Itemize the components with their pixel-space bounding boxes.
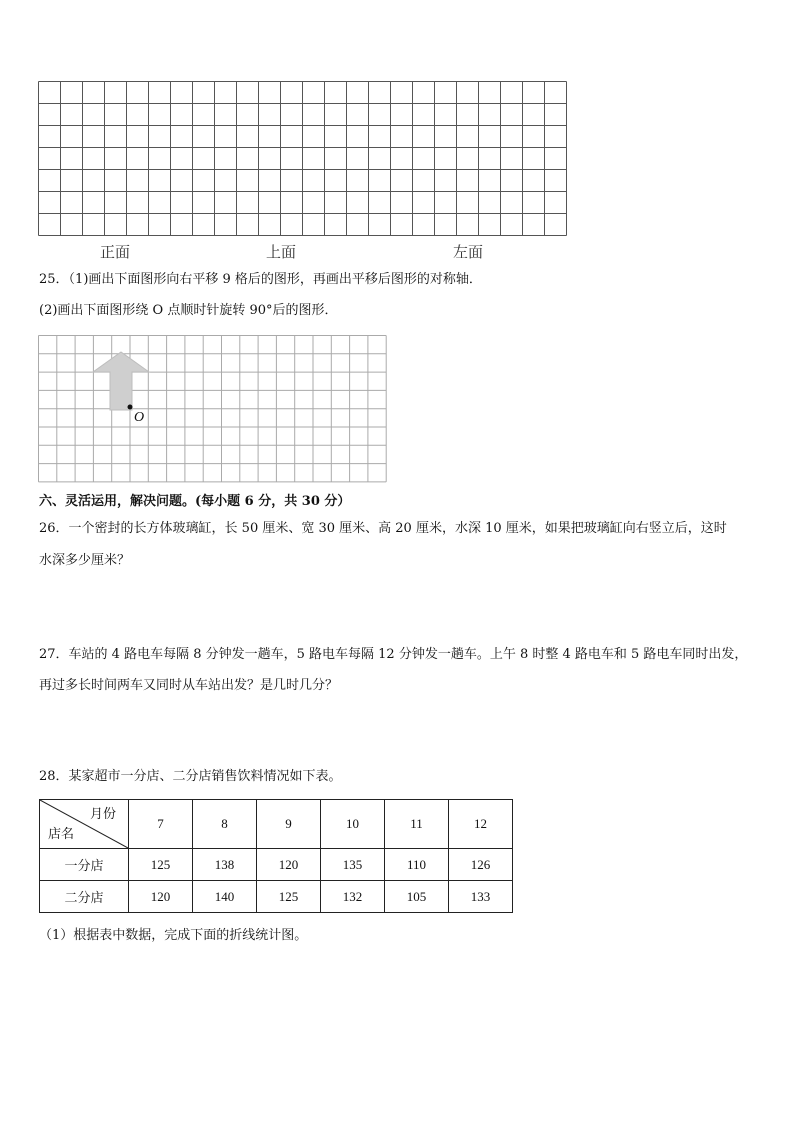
q25-line1: 25．（1)画出下面图形向右平移 9 格后的图形，再画出平移后图形的对称轴． [39,272,482,287]
value-cell: 138 [193,849,257,881]
q26-line1: 26．一个密封的长方体玻璃缸，长 50 厘米、宽 30 厘米、高 20 厘米，水深 10 厘米，如果把玻璃缸向右竖立后，这时 [39,521,727,536]
value-cell: 125 [257,881,321,913]
q27-line1: 27．车站的 4 路电车每隔 8 分钟发一趟车，5 路电车每隔 12 分钟发一趟车。上午 8 时整 4 路电车和 5 路电车同时出发， [39,647,748,662]
month-cell: 9 [257,800,321,849]
header-month: 月份 [89,806,116,821]
store-name-cell: 二分店 [40,881,129,913]
month-cell: 12 [449,800,513,849]
table-row [40,849,513,881]
value-cell: 132 [321,881,385,913]
section6-title: 六、灵活运用，解决问题。(每小题 6 分，共 30 分） [39,494,351,509]
value-cell: 120 [129,881,193,913]
table-row [40,881,513,913]
value-cell: 105 [385,881,449,913]
month-cell: 11 [385,800,449,849]
value-cell: 125 [129,849,193,881]
top-view-label: 上面 [266,243,297,261]
q28-sub1: （1）根据表中数据，完成下面的折线统计图。 [39,928,308,943]
value-cell: 120 [257,849,321,881]
view-grid[interactable] [38,81,569,239]
month-cell: 8 [193,800,257,849]
month-cell: 10 [321,800,385,849]
month-cell: 7 [129,800,193,849]
sales-table [39,799,513,913]
q27-line2: 再过多长时间两车又同时从车站出发？是几时几分？ [39,678,339,693]
point-o [128,405,133,410]
value-cell: 135 [321,849,385,881]
value-cell: 110 [385,849,449,881]
left-view-label: 左面 [453,243,484,261]
q28-intro: 28．某家超市一分店、二分店销售饮料情况如下表。 [39,769,342,784]
q25-line2: (2)画出下面图形绕 O 点顺时针旋转 90°后的图形． [39,303,338,318]
store-name-cell: 一分店 [40,849,129,881]
table-corner-cell [40,800,129,849]
header-store: 店名 [48,826,75,841]
rotation-grid[interactable] [37,334,389,484]
value-cell: 126 [449,849,513,881]
arrow-figure [93,352,149,410]
table-header-row [40,800,513,849]
value-cell: 140 [193,881,257,913]
value-cell: 133 [449,881,513,913]
front-view-label: 正面 [100,243,131,261]
q26-line2: 水深多少厘米？ [39,553,131,568]
point-o-label: O [134,410,145,425]
